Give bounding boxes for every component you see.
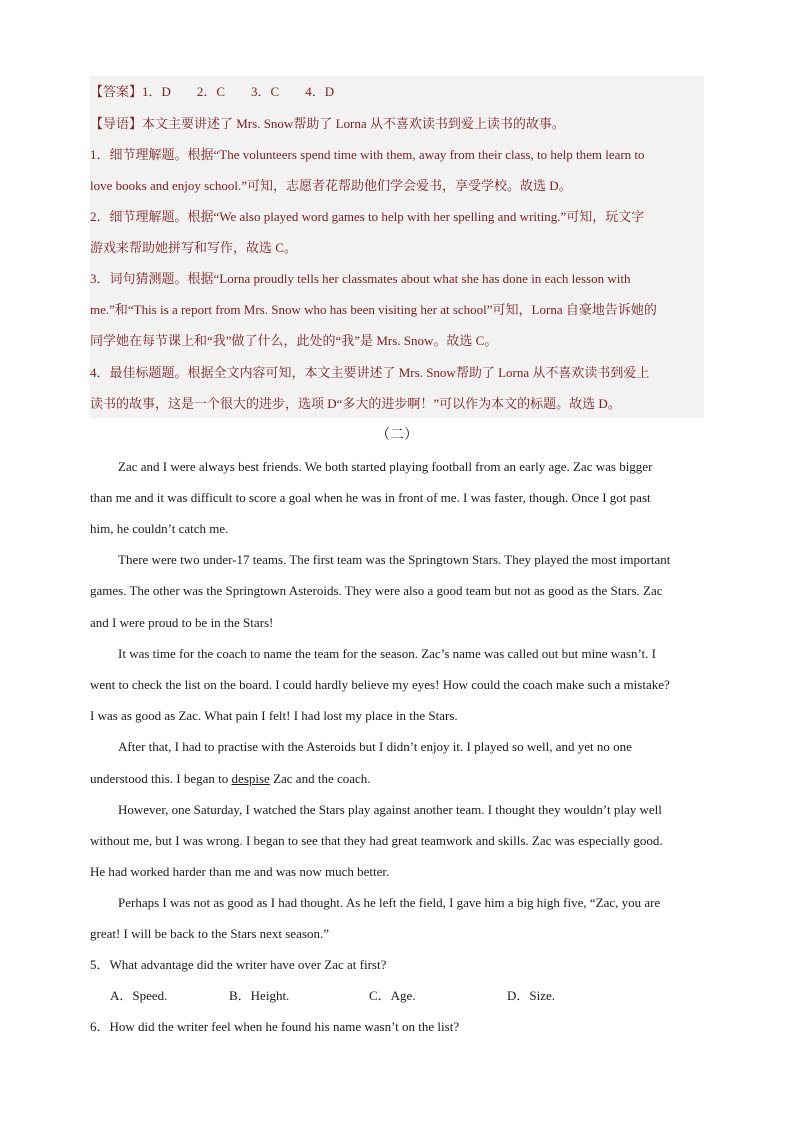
section-title: （二） xyxy=(376,427,418,443)
passage-line: without me, but I was wrong. I began to see that they had great teamwork and skills. Zac was especially good. xyxy=(90,833,663,848)
passage-line: After that, I had to practise with the Asteroids but I didn’t enjoy it. I played so well, and yet no one xyxy=(118,739,632,754)
answer-explanation-4-cont: 读书的故事，这是一个很大的进步，选项 D“多大的进步啊！”可以作为本文的标题。故选 D。 xyxy=(90,396,621,411)
passage-line: great! I will be back to the Stars next season.” xyxy=(90,926,329,941)
passage-text: understood this. I began to xyxy=(90,771,232,786)
answer-explanation-3-cont: me.”和“This is a report from Mrs. Snow who has been visiting her at school”可知，Lorna 自豪地告诉她的 xyxy=(90,302,657,317)
question-5-option-c[interactable]: C．Age. xyxy=(369,988,416,1003)
underlined-word: despise xyxy=(231,771,270,786)
question-6: 6．How did the writer feel when he found his name wasn’t on the list? xyxy=(90,1019,460,1034)
passage-line: and I were proud to be in the Stars! xyxy=(90,615,274,630)
answer-explanation-1-cont: love books and enjoy school.”可知，志愿者花帮助他们学会爱书，享受学校。故选 D。 xyxy=(90,178,572,193)
answer-key: 【答案】1．D 2．C 3．C 4．D xyxy=(90,84,335,99)
passage-line: Zac and I were always best friends. We both started playing football from an early age. Zac was bigger xyxy=(118,459,653,474)
passage-line: went to check the list on the board. I could hardly believe my eyes! How could the coach make such a mistake? xyxy=(90,677,670,692)
passage-text: Zac and the coach. xyxy=(269,771,371,786)
answer-explanation-4: 4．最佳标题题。根据全文内容可知，本文主要讲述了 Mrs. Snow帮助了 Lorna 从不喜欢读书到爱上 xyxy=(90,365,650,380)
passage-line: There were two under-17 teams. The first team was the Springtown Stars. They played the most important xyxy=(118,552,671,567)
passage-line: He had worked harder than me and was now much better. xyxy=(90,864,390,879)
answer-intro: 【导语】本文主要讲述了 Mrs. Snow帮助了 Lorna 从不喜欢读书到爱上读书的故事。 xyxy=(90,116,565,131)
passage-line: However, one Saturday, I watched the Stars play against another team. I thought they wouldn’t play well xyxy=(118,802,662,817)
answer-explanation-2-cont: 游戏来帮助她拼写和写作，故选 C。 xyxy=(90,240,297,255)
answer-explanation-3: 3．词句猜测题。根据“Lorna proudly tells her classmates about what she has done in each lesson with xyxy=(90,271,631,286)
passage-line: games. The other was the Springtown Asteroids. They were also a good team but not as good as the Stars. Zac xyxy=(90,583,663,598)
answer-explanation-3-cont2: 同学她在每节课上和“我”做了什么，此处的“我”是 Mrs. Snow。故选 C。 xyxy=(90,333,498,348)
passage-line xyxy=(90,771,371,787)
passage-line: It was time for the coach to name the team for the season. Zac’s name was called out but mine wasn’t. I xyxy=(118,646,656,661)
question-5-option-d[interactable]: D．Size. xyxy=(507,988,556,1003)
question-5: 5．What advantage did the writer have over Zac at first? xyxy=(90,957,387,972)
answer-explanation-1: 1．细节理解题。根据“The volunteers spend time with them, away from their class, to help them learn to xyxy=(90,147,645,162)
answer-explanation-2: 2．细节理解题。根据“We also played word games to help with her spelling and writing.”可知，玩文字 xyxy=(90,209,645,224)
question-5-option-b[interactable]: B．Height. xyxy=(229,988,290,1003)
passage-line: him, he couldn’t catch me. xyxy=(90,521,229,536)
passage-line: than me and it was difficult to score a goal when he was in front of me. I was faster, though. Once I got past xyxy=(90,490,651,505)
passage-line: Perhaps I was not as good as I had thought. As he left the field, I gave him a big high five, “Zac, you are xyxy=(118,895,661,910)
question-5-option-a[interactable]: A．Speed. xyxy=(110,988,168,1003)
passage-line: I was as good as Zac. What pain I felt! I had lost my place in the Stars. xyxy=(90,708,458,723)
